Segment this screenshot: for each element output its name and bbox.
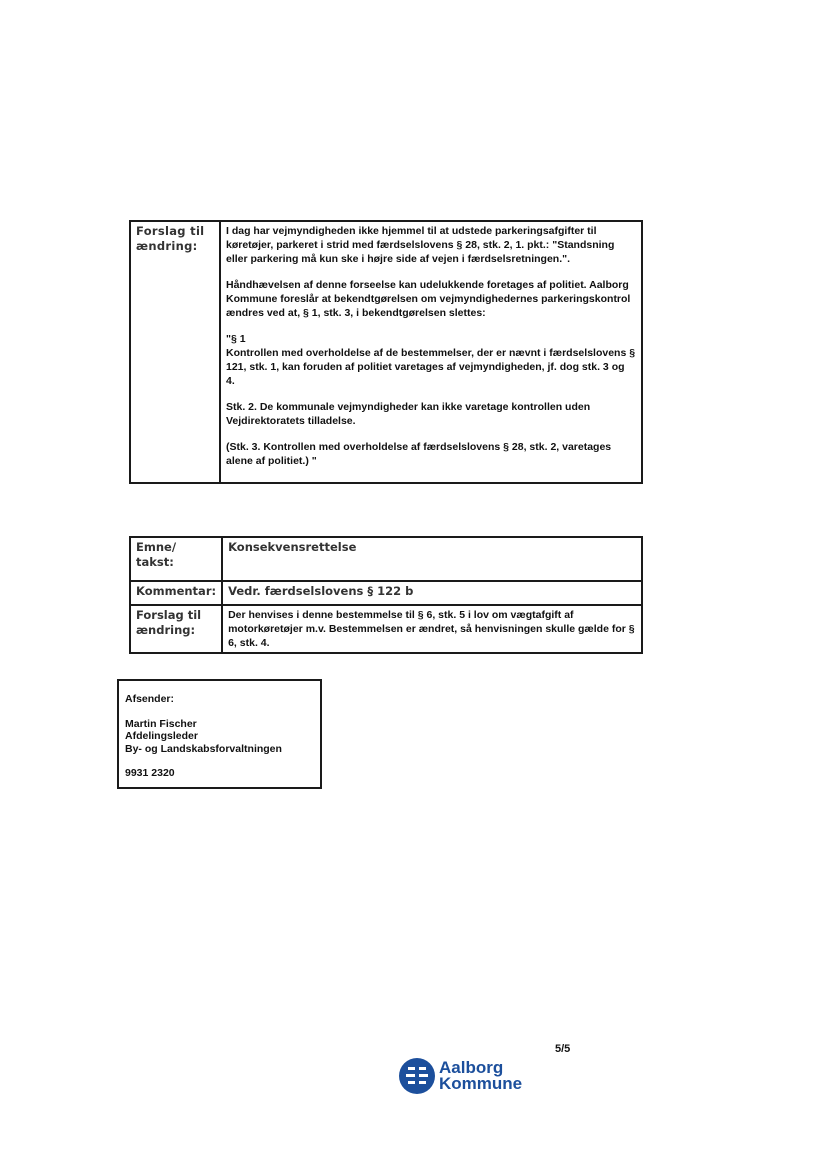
sender-phone: 9931 2320 bbox=[125, 767, 175, 779]
sender-title: Afdelingsleder bbox=[125, 730, 198, 742]
sender-dept: By- og Landskabsforvaltningen bbox=[125, 742, 282, 755]
paragraph: Håndhævelsen af denne forseelse kan udelukkende foretages af politiet. Aalborg Kommune foreslår at bekendtgørelsen om vejmyndighedernes parkeringskontrol ændres ved at, § 1, stk. 3, i bekendtgørelsen slettes: bbox=[226, 279, 631, 319]
logo-line-2: Kommune bbox=[439, 1074, 523, 1093]
label-text: Forslag til ændring: bbox=[136, 608, 202, 637]
label-text: Emne/ takst: bbox=[136, 540, 177, 569]
logo-emblem-icon bbox=[398, 1057, 436, 1095]
sender-heading: Afsender: bbox=[125, 693, 175, 705]
proposal-text bbox=[220, 221, 642, 483]
aalborg-kommune-logo bbox=[398, 1057, 528, 1097]
forslag-value bbox=[222, 605, 642, 653]
paragraph: Kontrollen med overholdelse af de bestemmelser, der er nævnt i færdselslovens § 121, stk. 1, kan foruden af politiet varetages af vejmyndigheden, jf. dog stk. 3 og 4. bbox=[226, 347, 636, 387]
logo-text bbox=[439, 1060, 522, 1092]
proposal-table-2 bbox=[129, 536, 643, 654]
forslag-label bbox=[130, 605, 222, 653]
page-number: 5/5 bbox=[555, 1043, 571, 1055]
logo-line-1: Aalborg bbox=[439, 1058, 504, 1077]
sender-name: Martin Fischer bbox=[125, 717, 197, 730]
proposal-label bbox=[130, 221, 220, 483]
value-text: Der henvises i denne bestemmelse til § 6, stk. 5 i lov om vægtafgift af motorkøretøjer m.v. Bestemmelsen er ændret, så henvisningen skulle gælde for § 6, stk. 4. bbox=[228, 609, 635, 649]
paragraph: I dag har vejmyndigheden ikke hjemmel til at udstede parkeringsafgifter til køretøjer, parkeret i strid med færdselslovens § 28, stk. 2, 1. pkt.: "Standsning eller parkering må kun ske i højre side af vejen i færdselsretningen.". bbox=[226, 225, 615, 265]
kommentar-value bbox=[222, 581, 642, 605]
paragraph: (Stk. 3. Kontrollen med overholdelse af færdselslovens § 28, stk. 2, varetages alene af politiet.) " bbox=[226, 441, 612, 467]
emne-label bbox=[130, 537, 222, 581]
paragraph: Stk. 2. De kommunale vejmyndigheder kan ikke varetage kontrollen uden Vejdirektoratets tilladelse. bbox=[226, 401, 591, 427]
proposal-table-1 bbox=[129, 220, 643, 484]
value-text: Vedr. færdselslovens § 122 b bbox=[228, 584, 414, 598]
label-text: Forslag til ændring: bbox=[136, 224, 205, 253]
paragraph-heading: "§ 1 bbox=[226, 333, 246, 345]
label-text: Kommentar: bbox=[136, 584, 217, 598]
sender-box bbox=[117, 679, 322, 789]
emne-value bbox=[222, 537, 642, 581]
kommentar-label bbox=[130, 581, 222, 605]
value-text: Konsekvensrettelse bbox=[228, 540, 357, 554]
